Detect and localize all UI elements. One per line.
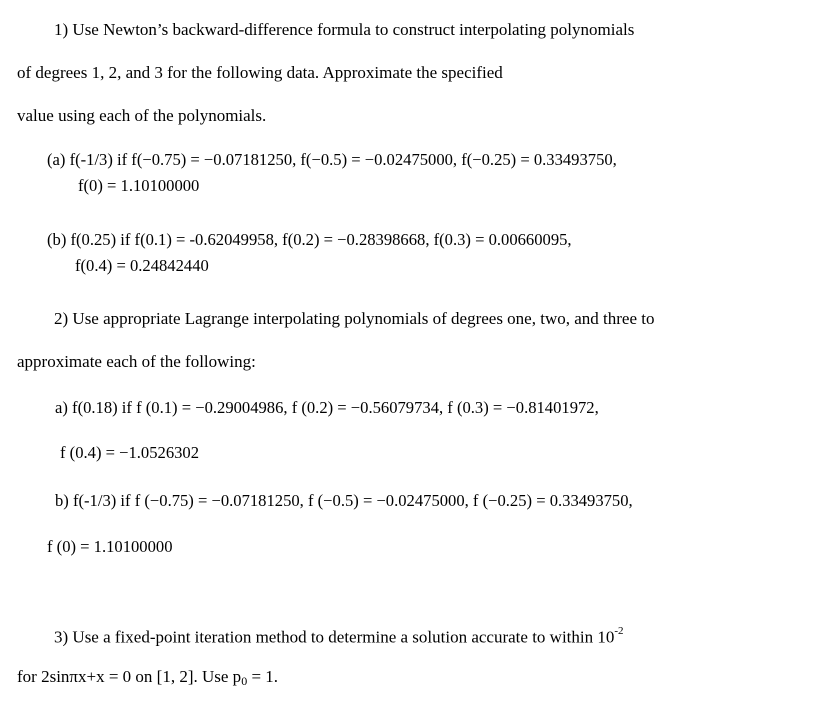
problem-3-line-2 [17, 667, 278, 691]
problem-3-line-2-end: = 1. [247, 667, 279, 686]
problem-3-subscript: 0 [241, 674, 248, 688]
problem-3-exponent: -2 [614, 625, 624, 637]
problem-2-part-b-line-1: b) f(-1/3) if f (−0.75) = −0.07181250, f (−0.5) = −0.02475000, f (−0.25) = 0.33493750, [55, 491, 633, 510]
problem-2-line-2: approximate each of the following: [17, 352, 256, 371]
problem-2-part-a-line-2: f (0.4) = −1.0526302 [60, 443, 200, 462]
problem-1-part-b-line-1: (b) f(0.25) if f(0.1) = -0.62049958, f(0.2) = −0.28398668, f(0.3) = 0.00660095, [47, 230, 572, 249]
problem-1-part-a-line-1: (a) f(-1/3) if f(−0.75) = −0.07181250, f(−0.5) = −0.02475000, f(−0.25) = 0.33493750, [47, 150, 617, 169]
problem-1-line-3: value using each of the polynomials. [17, 106, 267, 125]
problem-1-line-2: of degrees 1, 2, and 3 for the following data. Approximate the specified [17, 63, 503, 82]
problem-1-part-a-line-2: f(0) = 1.10100000 [78, 176, 200, 195]
problem-2-part-a-line-1: a) f(0.18) if f (0.1) = −0.29004986, f (0.2) = −0.56079734, f (0.3) = −0.81401972, [55, 398, 599, 417]
problem-3-line-1-text: 3) Use a fixed-point iteration method to determine a solution accurate to within 10 [54, 627, 615, 647]
problem-2-part-b-line-2: f (0) = 1.10100000 [47, 537, 173, 556]
problem-1-line-1: 1) Use Newton’s backward-difference formula to construct interpolating polynomials [54, 20, 635, 39]
problem-1-part-b-line-2: f(0.4) = 0.24842440 [75, 256, 209, 275]
problem-3-line-2-text: for 2sinπx+x = 0 on [1, 2]. Use p [17, 667, 242, 686]
problem-2-line-1: 2) Use appropriate Lagrange interpolating polynomials of degrees one, two, and three to [54, 309, 655, 328]
problem-3-line-1 [54, 623, 624, 648]
